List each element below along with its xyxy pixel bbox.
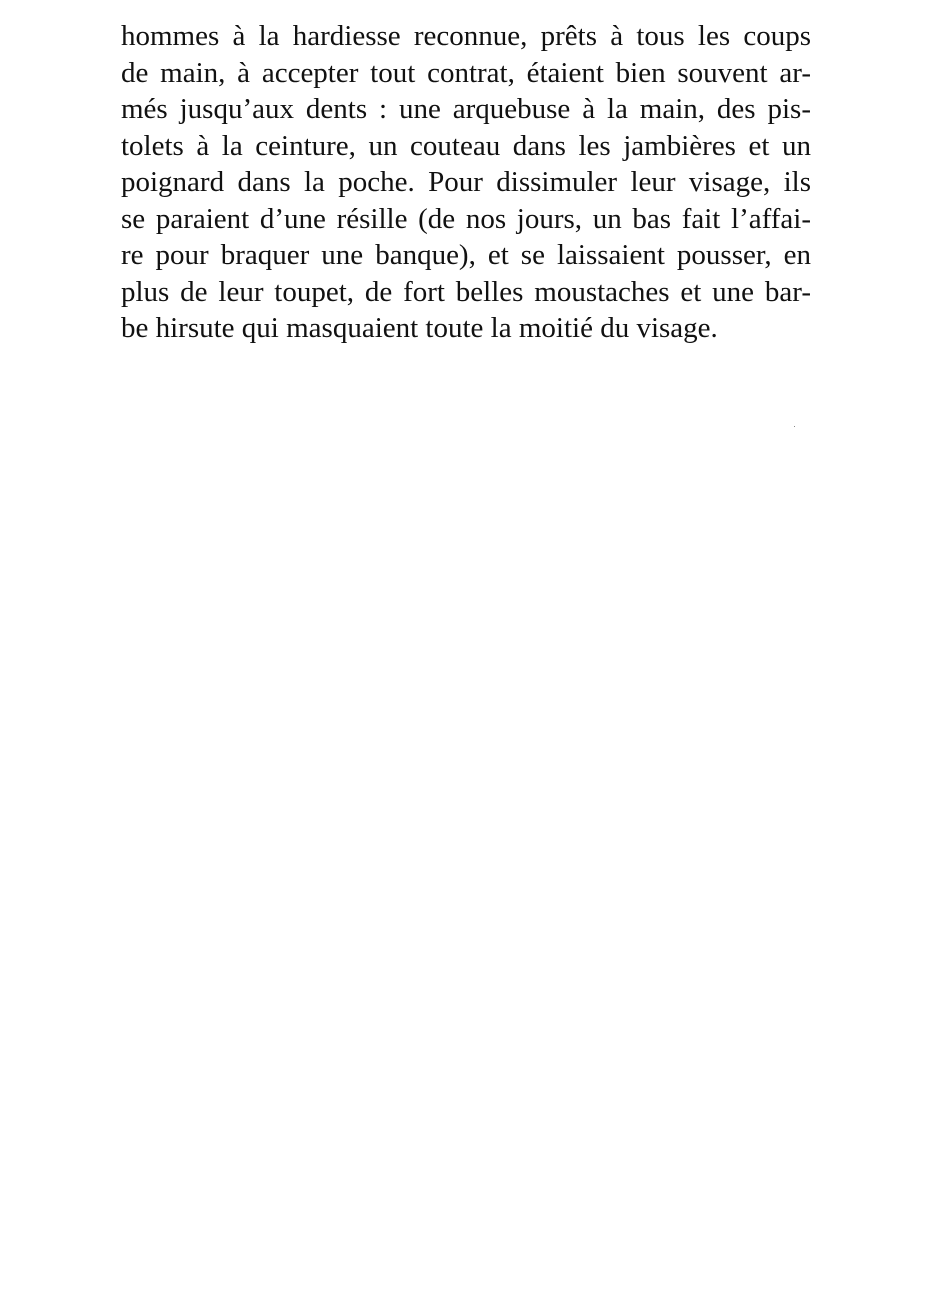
- text-line: se paraient d’une résille (de nos jours, un bas fait l’affai-: [121, 202, 811, 235]
- scan-speck: [794, 426, 795, 427]
- text-line: poignard dans la poche. Pour dissimuler leur visage, ils: [121, 166, 811, 198]
- text-line: més jusqu’aux dents : une arquebuse à la main, des pis-: [121, 93, 811, 125]
- text-line: plus de leur toupet, de fort belles moustaches et une bar-: [121, 275, 811, 308]
- text-line: tolets à la ceinture, un couteau dans les jambières et un: [121, 129, 811, 162]
- text-line: re pour braquer une banque), et se laissaient pousser, en: [121, 239, 811, 271]
- text-line: be hirsute qui masquaient toute la moitié du visage.: [121, 312, 718, 344]
- text-line: de main, à accepter tout contrat, étaient bien souvent ar-: [121, 56, 811, 89]
- body-paragraph: [121, 18, 811, 347]
- text-line: hommes à la hardiesse reconnue, prêts à tous les coups: [121, 20, 811, 52]
